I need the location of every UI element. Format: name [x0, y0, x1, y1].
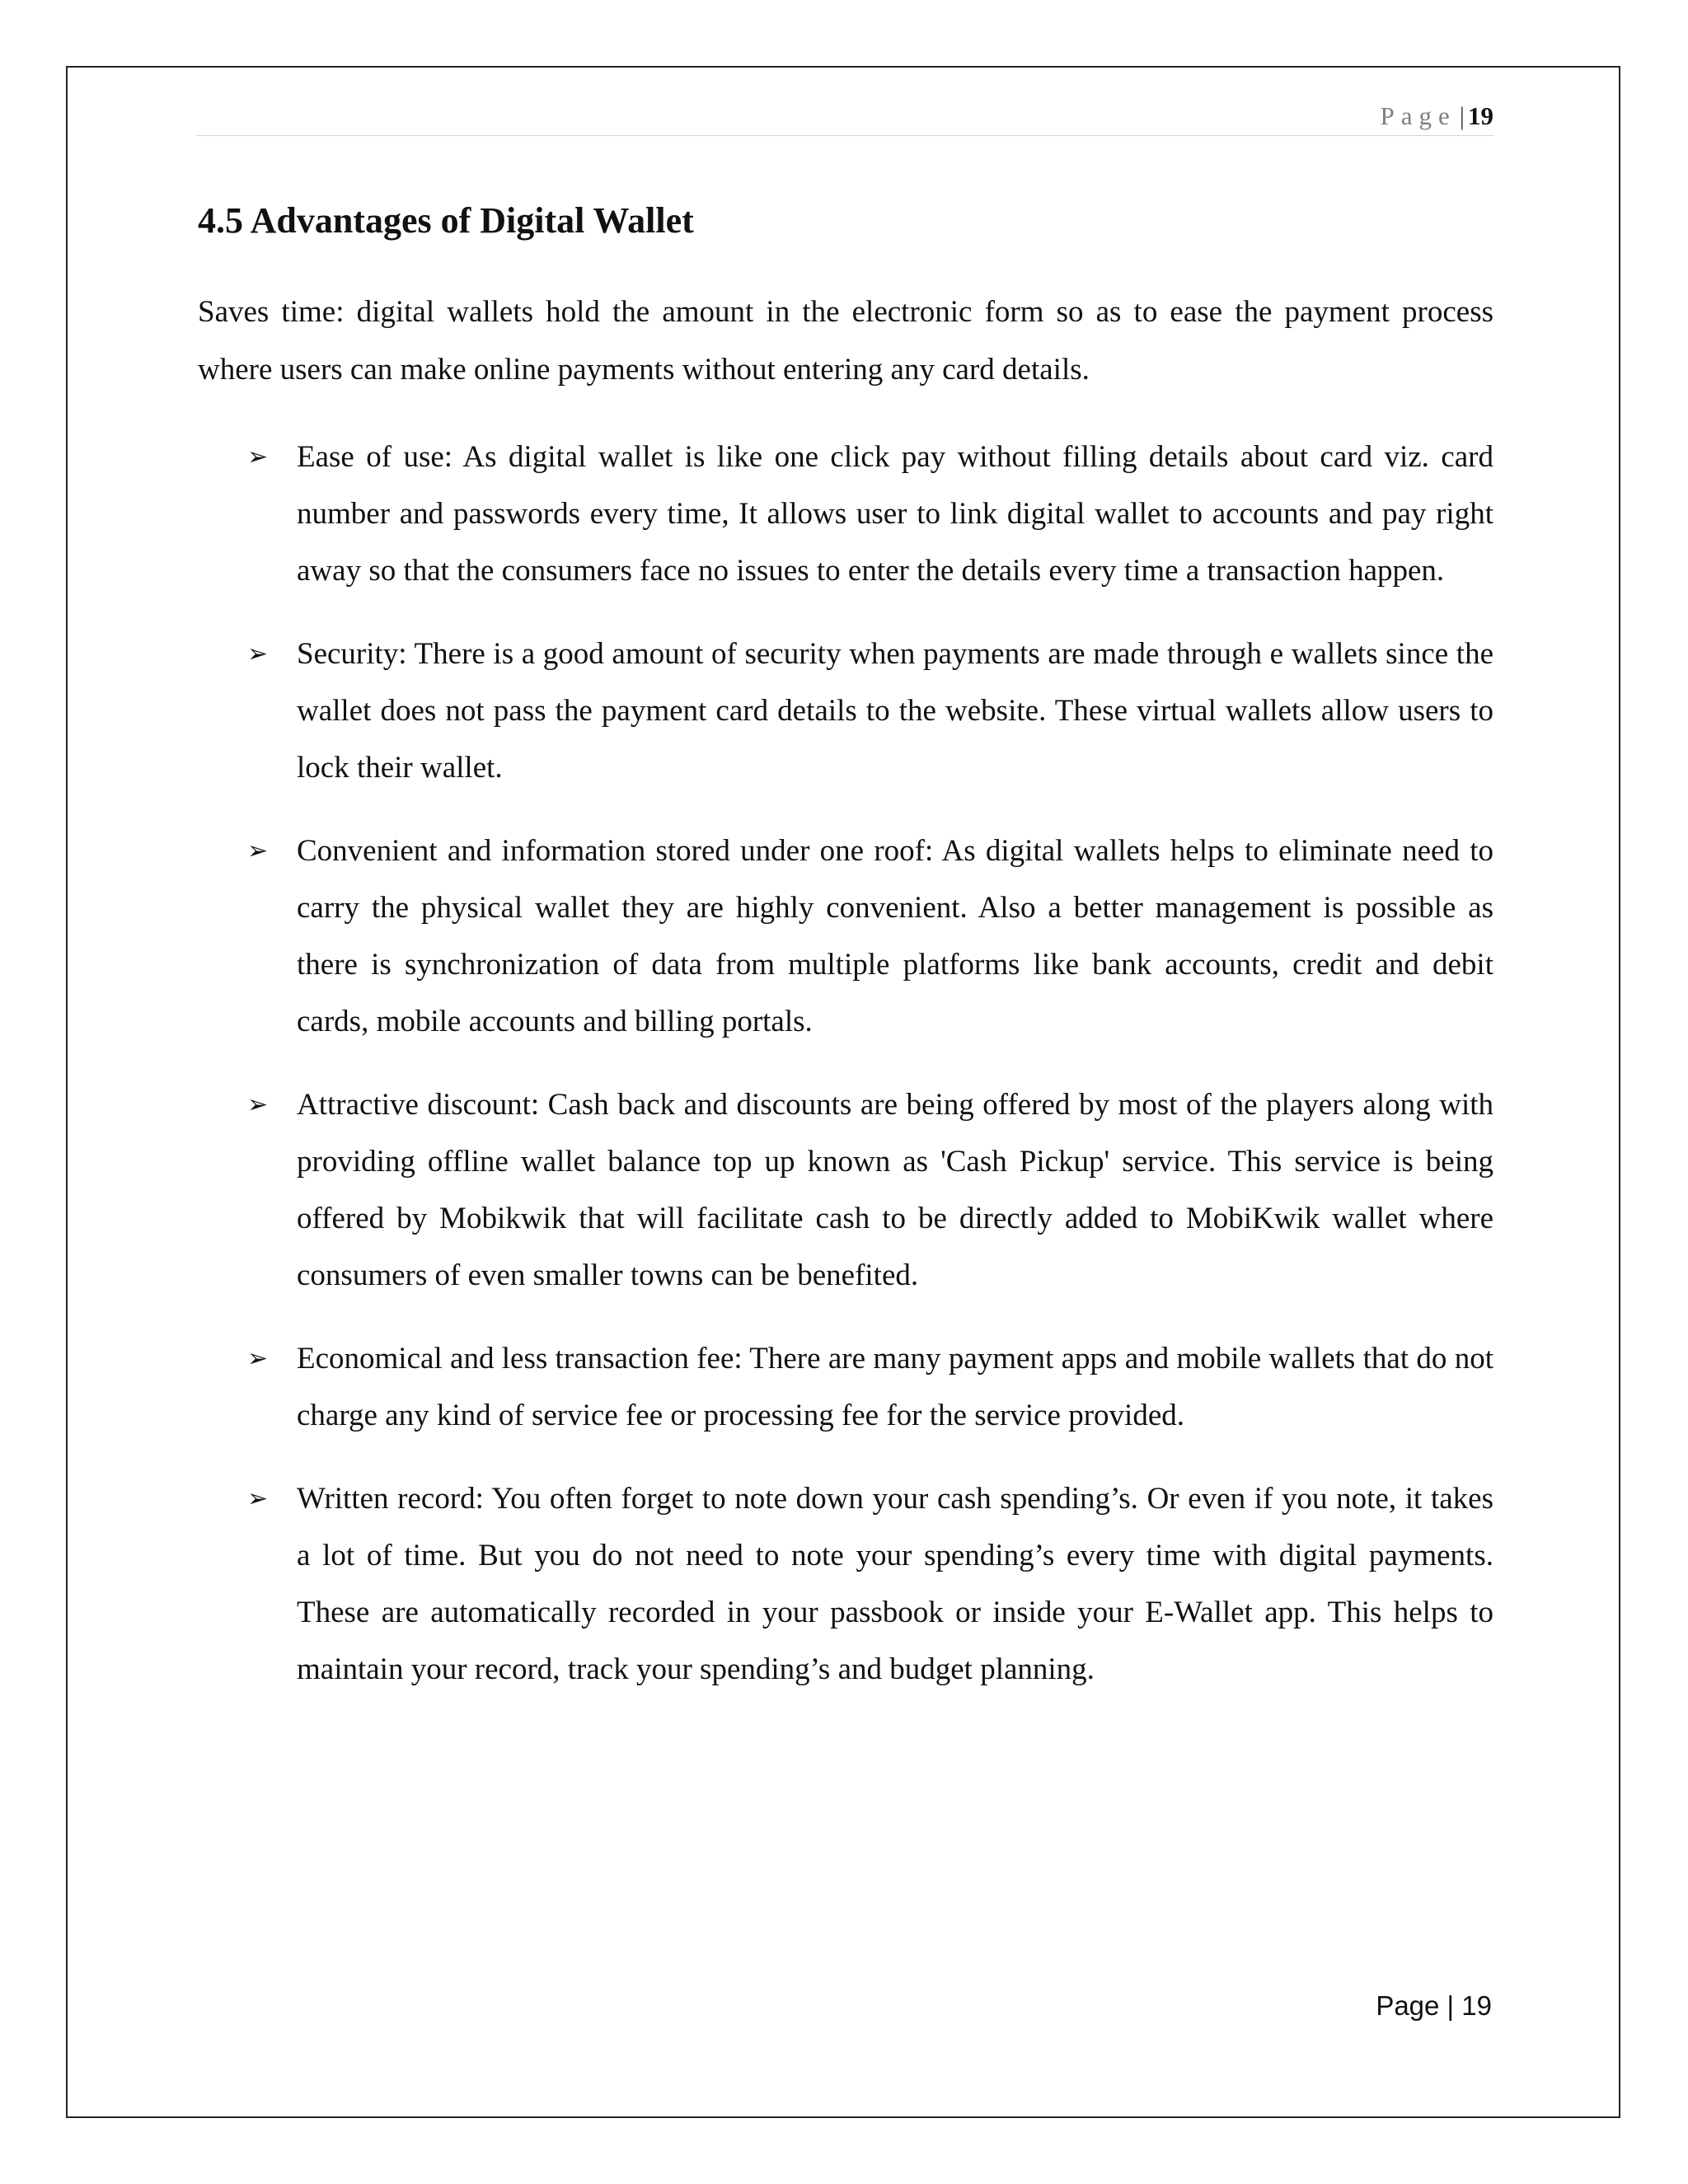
page-header — [196, 97, 1493, 136]
arrowhead-bullet-icon: ➢ — [247, 640, 269, 668]
header-separator: | — [1459, 101, 1465, 130]
list-item-text: Attractive discount: Cash back and discounts are being offered by most of the players along with providing offline wallet balance top up known as 'Cash Pickup' service. This service is being offered by Mobikwik that will facilitate cash to be directly added to MobiKwik wallet where consumers of even smaller towns can be benefited. — [297, 1088, 1493, 1292]
list-item-convenient — [198, 823, 1493, 1050]
list-item-economical — [198, 1330, 1493, 1444]
list-item-text: Economical and less transaction fee: There are many payment apps and mobile wallets that do not charge any kind of service fee or processing fee for the service provided. — [297, 1342, 1493, 1432]
intro-paragraph: Saves time: digital wallets hold the amount in the electronic form so as to ease the payment process where users can make online payments without entering any card details. — [198, 295, 1493, 387]
list-item-text: Security: There is a good amount of security when payments are made through e wallets since the wallet does not pass the payment card details to the website. These virtual wallets allow users to lock their wallet. — [297, 637, 1493, 785]
advantages-list — [198, 429, 1493, 1724]
section-heading: 4.5 Advantages of Digital Wallet — [198, 200, 694, 241]
list-item-written-record — [198, 1470, 1493, 1698]
header-page-number: 19 — [1468, 101, 1493, 130]
list-item-text: Convenient and information stored under one roof: As digital wallets helps to eliminate need to carry the physical wallet they are highly convenient. Also a better management is possible as there is synchronization of data from multiple platforms like bank accounts, credit and debit cards, mobile accounts and billing portals. — [297, 834, 1493, 1038]
arrowhead-bullet-icon: ➢ — [247, 837, 269, 865]
arrowhead-bullet-icon: ➢ — [247, 1090, 269, 1119]
arrowhead-bullet-icon: ➢ — [247, 1484, 269, 1513]
header-page-label: Page — [1380, 101, 1456, 130]
list-item-ease-of-use — [198, 429, 1493, 599]
list-item-attractive-discount — [198, 1076, 1493, 1304]
list-item-text: Ease of use: As digital wallet is like one click pay without filling details about card viz. card number and passwords every time, It allows user to link digital wallet to accounts and pay right away so that the consumers face no issues to enter the details every time a transaction happen. — [297, 440, 1493, 588]
list-item-security — [198, 626, 1493, 796]
arrowhead-bullet-icon: ➢ — [247, 443, 269, 471]
page-footer: Page | 19 — [1376, 1990, 1492, 2021]
arrowhead-bullet-icon: ➢ — [247, 1344, 269, 1373]
list-item-text: Written record: You often forget to note down your cash spending’s. Or even if you note, it takes a lot of time. But you do not need to note your spending’s every time with digital payments. These are automatically recorded in your passbook or inside your E-Wallet app. This helps to maintain your record, track your spending’s and budget planning. — [297, 1482, 1493, 1686]
